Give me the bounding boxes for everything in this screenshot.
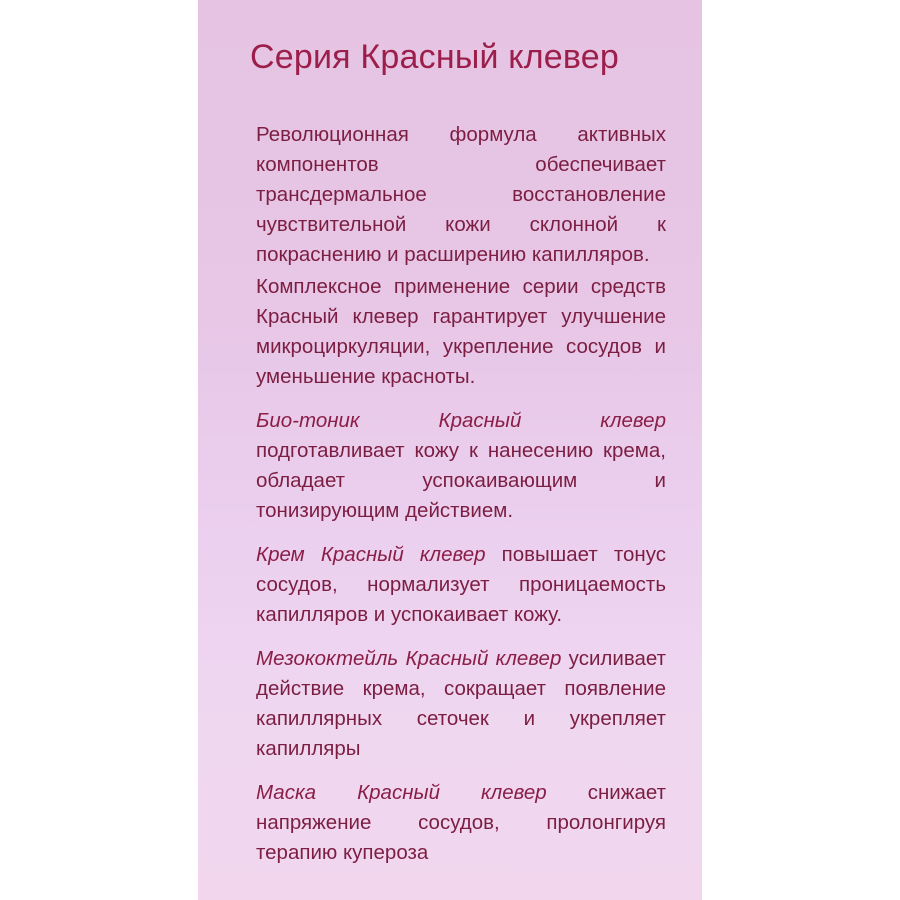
product-description: усиливает действие крема, сокращает появление капиллярных сеточек и укрепляет капилляры (256, 647, 666, 760)
product-description-panel (198, 0, 702, 900)
product-name: Био-тоник Красный клевер (256, 409, 666, 432)
product-description: снижает напряжение сосудов, пролонгируя терапию купероза (256, 781, 666, 864)
series-title: Серия Красный клевер (250, 38, 620, 76)
product-paragraph-bio-tonic (256, 406, 666, 526)
product-paragraph-mask (256, 778, 666, 868)
product-name: Маска Красный клевер (256, 781, 547, 804)
product-paragraph-mesococktail (256, 644, 666, 764)
intro-paragraph: Революционная формула активных компонентов обеспечивает трансдермальное восстановление чувствительной кожи склонной к покраснению и расширению капилляров. (256, 123, 666, 266)
product-description: повышает тонус сосудов, нормализует проницаемость капилляров и успокаивает кожу. (256, 543, 666, 626)
product-paragraph-cream (256, 540, 666, 630)
product-name: Крем Красный клевер (256, 543, 486, 566)
product-name: Мезококтейль Красный клевер (256, 647, 562, 670)
description-body (256, 120, 666, 868)
product-description: подготавливает кожу к нанесению крема, обладает успокаивающим и тонизирующим действием. (256, 439, 666, 522)
intro-paragraph: Комплексное применение серии средств Красный клевер гарантирует улучшение микроциркуляции, укрепление сосудов и уменьшение красноты. (256, 275, 666, 388)
